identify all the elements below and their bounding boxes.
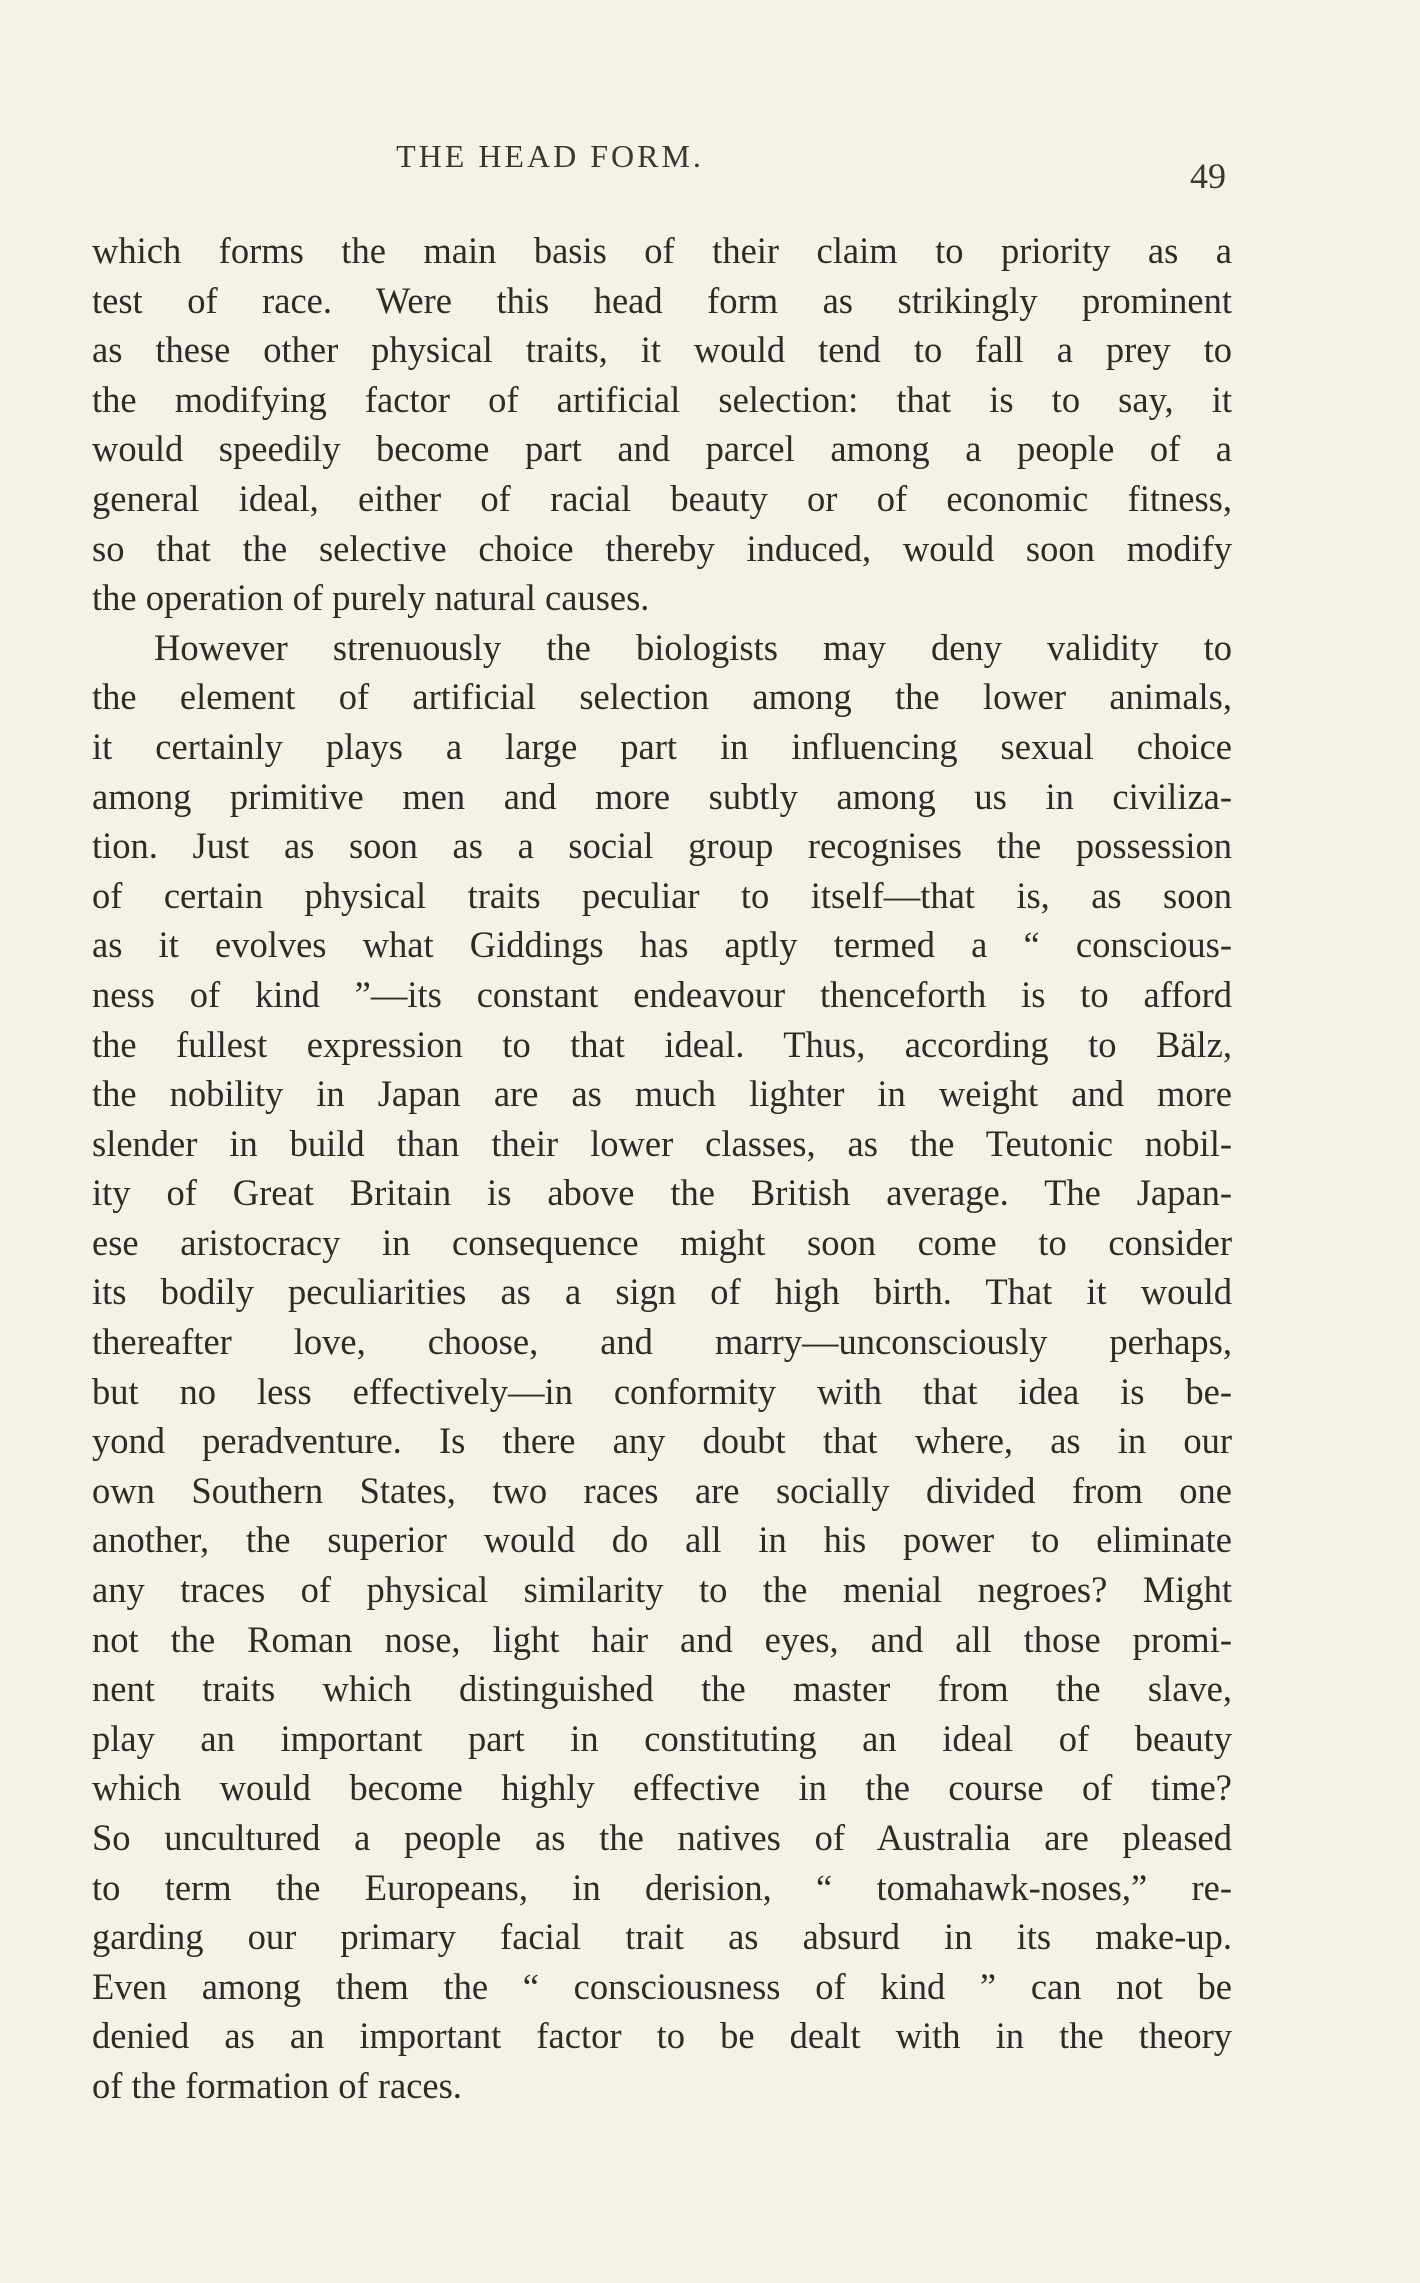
text-line: not the Roman nose, light hair and eyes, and all those promi- [92, 1618, 1232, 1660]
text-line: of certain physical traits peculiar to itself—that is, as soon [92, 874, 1232, 916]
text-line: of the formation of races. [92, 2064, 462, 2106]
text-line: denied as an important factor to be dealt with in the theory [92, 2015, 1232, 2057]
text-line: own Southern States, two races are socially divided from one [92, 1469, 1232, 1511]
text-line: the nobility in Japan are as much lighter in weight and more [92, 1073, 1232, 1115]
text-line: general ideal, either of racial beauty or of economic fitness, [92, 477, 1232, 519]
text-line: which forms the main basis of their claim to priority as a [92, 230, 1232, 271]
text-line: ity of Great Britain is above the British average. The Japan- [92, 1172, 1232, 1214]
text-line: the fullest expression to that ideal. Thus, according to Bälz, [92, 1023, 1232, 1065]
text-line: ness of kind ”—its constant endeavour thenceforth is to afford [92, 973, 1232, 1015]
text-line: the modifying factor of artificial selection: that is to say, it [92, 378, 1232, 420]
text-line: nent traits which distinguished the master from the slave, [92, 1668, 1232, 1710]
text-line: so that the selective choice thereby induced, would soon modify [92, 527, 1232, 569]
text-line: as it evolves what Giddings has aptly termed a “ conscious- [92, 924, 1232, 966]
page-number: 49 [1190, 156, 1226, 196]
text-line: So uncultured a people as the natives of Australia are pleased [92, 1817, 1232, 1858]
text-line: which would become highly effective in the course of time? [92, 1767, 1232, 1809]
text-line: another, the superior would do all in his power to eliminate [92, 1519, 1232, 1561]
text-line: any traces of physical similarity to the menial negroes? Might [92, 1569, 1232, 1611]
text-line: garding our primary facial trait as absurd in its make-up. [92, 1916, 1232, 1958]
text-line: play an important part in constituting an ideal of beauty [92, 1717, 1232, 1759]
text-line: would speedily become part and parcel among a people of a [92, 428, 1232, 470]
text-line: the operation of purely natural causes. [92, 577, 650, 619]
text-line: to term the Europeans, in derision, “ tomahawk-noses,” re- [92, 1866, 1232, 1908]
text-line: yond peradventure. Is there any doubt that where, as in our [92, 1420, 1232, 1462]
text-line: among primitive men and more subtly among us in civiliza- [92, 775, 1232, 817]
text-line: as these other physical traits, it would tend to fall a prey to [92, 329, 1232, 371]
text-line: ese aristocracy in consequence might soon come to consider [92, 1221, 1232, 1263]
text-line: test of race. Were this head form as strikingly prominent [92, 279, 1232, 321]
text-line: slender in build than their lower classes, as the Teutonic nobil- [92, 1122, 1232, 1164]
text-line: However strenuously the biologists may deny validity to [154, 626, 1232, 668]
body-text [92, 226, 1232, 2111]
running-head: THE HEAD FORM. [396, 138, 704, 174]
text-line: tion. Just as soon as a social group recognises the possession [92, 825, 1232, 867]
text-line: the element of artificial selection among the lower animals, [92, 676, 1232, 718]
text-line: its bodily peculiarities as a sign of high birth. That it would [92, 1271, 1232, 1313]
text-line: thereafter love, choose, and marry—unconsciously perhaps, [92, 1321, 1232, 1363]
text-line: it certainly plays a large part in influencing sexual choice [92, 725, 1232, 767]
text-line: Even among them the “ consciousness of kind ” can not be [92, 1965, 1232, 2007]
text-line: but no less effectively—in conformity with that idea is be- [92, 1370, 1232, 1412]
